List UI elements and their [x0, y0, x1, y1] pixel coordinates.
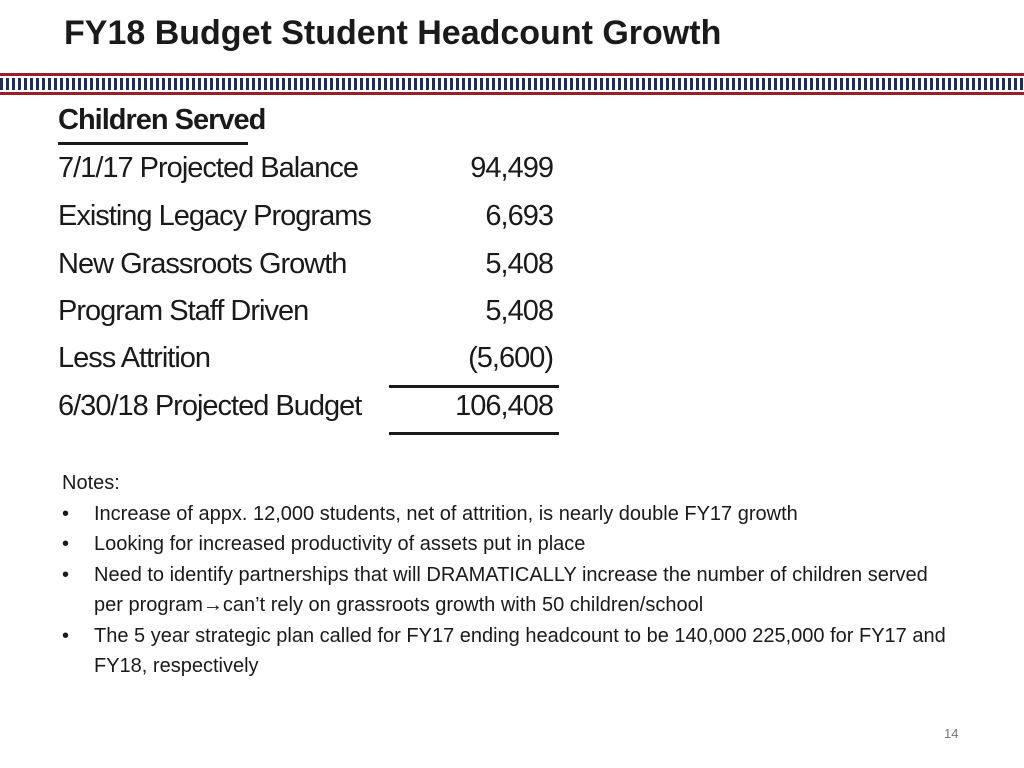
list-item: • Need to identify partnerships that will DRAMATICALLY increase the number of children served per program→can’t rely on grassroots growth with 50 children/school	[62, 560, 962, 621]
row-label: Less Attrition	[58, 342, 211, 374]
list-item: • Looking for increased productivity of assets put in place	[62, 529, 962, 560]
row-value: 5,408	[485, 295, 553, 327]
page-number: 14	[944, 726, 959, 741]
table-heading-underline	[58, 142, 248, 145]
notes-list	[62, 499, 962, 682]
notes-heading: Notes:	[62, 472, 120, 494]
list-item: • The 5 year strategic plan called for FY17 ending headcount to be 140,000 225,000 for FY17 and FY18, respectively	[62, 621, 962, 682]
row-label: 7/1/17 Projected Balance	[58, 152, 359, 184]
notes-section	[62, 468, 962, 682]
table-row	[58, 248, 578, 288]
row-label: Existing Legacy Programs	[58, 200, 371, 232]
total-rule	[389, 432, 559, 435]
row-value: 106,408	[455, 390, 553, 422]
table-row	[58, 342, 578, 382]
subtotal-rule	[389, 385, 559, 388]
table-row	[58, 390, 578, 430]
row-label: Program Staff Driven	[58, 295, 309, 327]
row-value: 6,693	[485, 200, 553, 232]
list-item: • Increase of appx. 12,000 students, net of attrition, is nearly double FY17 growth	[62, 499, 962, 530]
table-heading: Children Served	[58, 104, 266, 136]
row-label: 6/30/18 Projected Budget	[58, 390, 362, 422]
row-value: 5,408	[485, 248, 553, 280]
stripe-top-bar	[0, 73, 1024, 76]
row-label: New Grassroots Growth	[58, 248, 347, 280]
table-row	[58, 152, 578, 192]
stripe-bottom-bar	[0, 92, 1024, 95]
row-value: (5,600)	[468, 342, 553, 374]
row-value: 94,499	[470, 152, 553, 184]
table-row	[58, 200, 578, 240]
decorative-flag-stripe	[0, 73, 1024, 95]
slide-title: FY18 Budget Student Headcount Growth	[64, 14, 722, 52]
table-row	[58, 295, 578, 335]
stripe-flag-pattern	[0, 78, 1024, 90]
